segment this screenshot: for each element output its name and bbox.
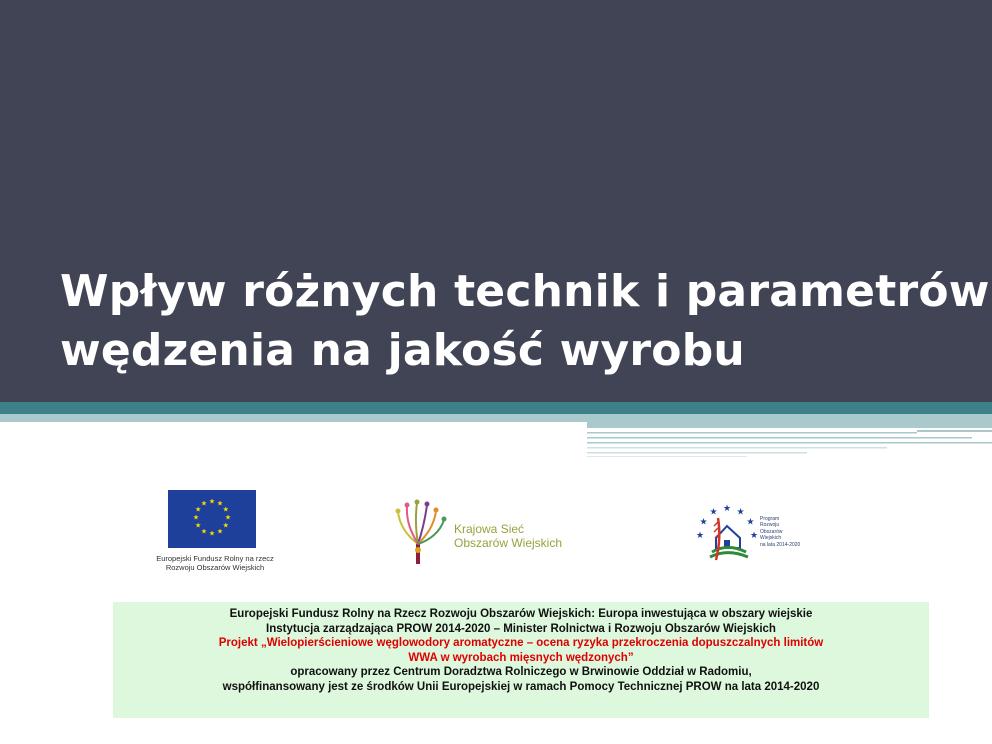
svg-text:★: ★ — [200, 527, 208, 536]
eu-caption-line-2: Rozwoju Obszarów Wiejskich — [165, 563, 265, 572]
svg-text:★: ★ — [192, 513, 200, 522]
svg-text:★: ★ — [216, 527, 224, 536]
logo-row — [0, 480, 992, 590]
ksow-name — [454, 522, 562, 550]
svg-text:★: ★ — [208, 529, 216, 538]
svg-text:★: ★ — [722, 504, 732, 514]
svg-text:★: ★ — [749, 531, 759, 541]
slide-title — [60, 262, 990, 380]
prow-line-1: Program — [760, 516, 780, 522]
teal-band — [0, 402, 992, 414]
prow-line-5: na lata 2014-2020 — [760, 541, 801, 548]
light-stripe — [0, 414, 587, 422]
eu-caption — [140, 554, 290, 572]
eu-flag-icon — [168, 490, 256, 548]
svg-text:★: ★ — [222, 521, 229, 530]
info-line-2: Instytucja zarządzająca PROW 2014-2020 – Minister Rolnictwa i Rozwoju Obszarów Wiejskich — [266, 622, 776, 635]
prow-line-3: Obszarów — [760, 528, 783, 535]
eu-logo — [140, 490, 290, 572]
prow-line-2: Rozwoju — [760, 522, 780, 529]
info-line-1: Europejski Fundusz Rolny na Rzecz Rozwoju Obszarów Wiejskich: Europa inwestująca w obszary wiejskie — [229, 608, 813, 620]
svg-text:★: ★ — [736, 507, 745, 518]
svg-text:★: ★ — [709, 507, 718, 518]
prow-logo — [694, 500, 834, 566]
svg-text:★: ★ — [695, 531, 705, 541]
ksow-tree-icon — [390, 498, 450, 568]
ksow-line-2: Obszarów Wiejskich — [454, 536, 563, 550]
svg-text:★: ★ — [195, 521, 202, 530]
ksow-line-1: Krajowa Sieć — [454, 522, 525, 536]
ksow-logo — [390, 498, 590, 568]
svg-text:★: ★ — [224, 513, 232, 522]
svg-text:★: ★ — [216, 499, 224, 508]
eu-caption-line-1: Europejski Fundusz Rolny na rzecz — [156, 554, 274, 563]
slide-title-line-2: wędzenia na jakość wyrobu — [60, 325, 745, 376]
info-line-6: współfinansowany jest ze środków Unii Europejskiej w ramach Pomocy Technicznej PROW na lata 2014-2020 — [222, 680, 820, 693]
svg-text:★: ★ — [222, 505, 229, 514]
svg-text:★: ★ — [195, 505, 202, 514]
project-title-line-1: Projekt „Wielopierścieniowe węglowodory aromatyczne – ocena ryzyka przekroczenia dopuszczalnych limitów — [218, 637, 824, 649]
svg-text:★: ★ — [200, 499, 208, 508]
decorative-lines — [587, 414, 992, 458]
prow-line-4: Wiejskich — [760, 535, 782, 542]
slide-title-line-1: Wpływ różnych technik i parametrów — [60, 266, 990, 317]
prow-name — [760, 516, 800, 548]
svg-text:★: ★ — [208, 497, 216, 506]
info-line-5: opracowany przez Centrum Doradztwa Rolniczego w Brwinowie Oddział w Radomiu, — [290, 666, 752, 678]
project-title-line-2: WWA w wyrobach mięsnych wędzonych” — [408, 651, 634, 664]
svg-text:★: ★ — [699, 517, 708, 528]
prow-house-icon — [694, 500, 760, 566]
svg-text:★: ★ — [746, 517, 755, 528]
funding-info-box — [113, 602, 929, 718]
